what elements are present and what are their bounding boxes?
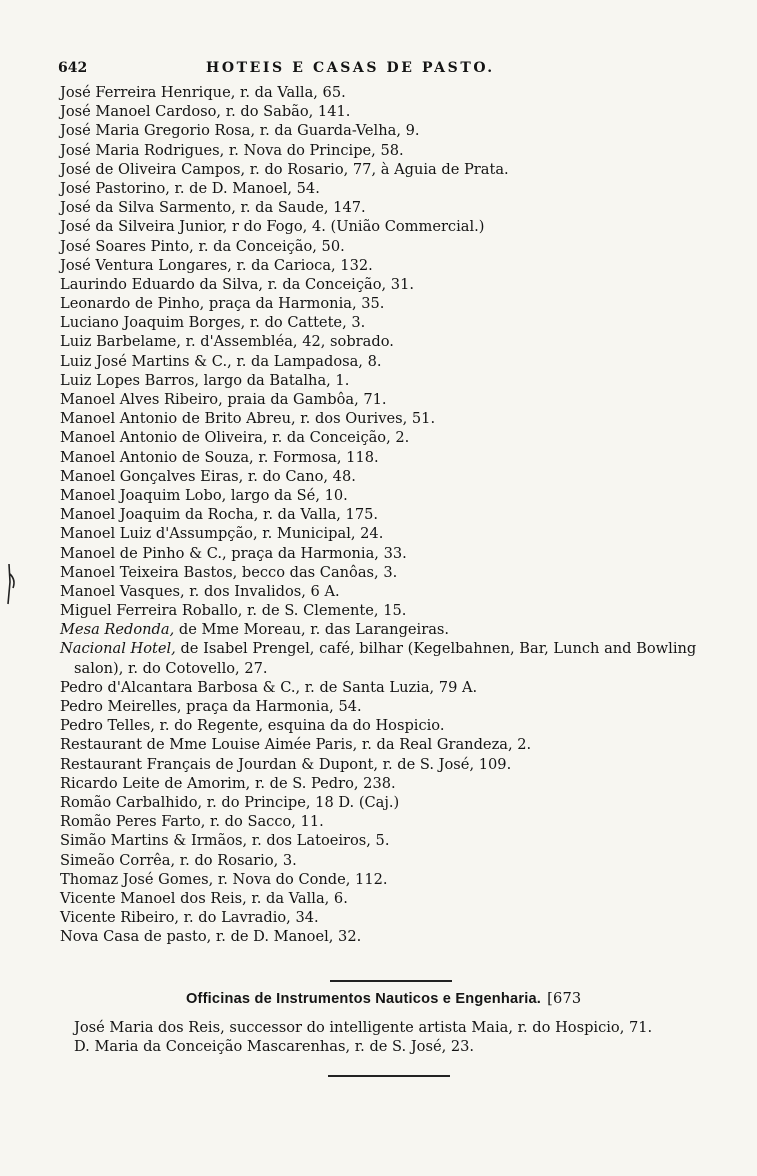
listing-entry (60, 774, 720, 793)
entry-name: Pedro Telles (60, 717, 151, 735)
listing-entry (74, 1018, 652, 1037)
listing-entry (60, 390, 720, 409)
listing-entry (60, 793, 720, 812)
entry-address: , r. da Saude, 147. (231, 199, 366, 217)
entry-address: , r. da Guarda-Velha, 9. (250, 122, 420, 140)
listing-entry (60, 505, 720, 524)
entry-name: Ricardo Leite de Amorim (60, 774, 246, 792)
entry-name: Thomaz José Gomes (60, 870, 209, 888)
entry-address: , r. de S. Pedro, 238. (245, 774, 396, 792)
entry-name: José Maria dos Reis (74, 1019, 221, 1036)
entry-name: Manoel Alves Ribeiro (60, 391, 219, 408)
entry-name: José de Oliveira Campos (60, 160, 241, 178)
entry-name: Luiz Lopes Barros (60, 371, 195, 389)
margin-bracket-mark (4, 562, 20, 606)
listing-entry (60, 198, 720, 217)
entry-address: , becco das Canôas, 3. (232, 563, 398, 581)
listing-entry (60, 639, 720, 677)
listing-entry (60, 716, 720, 735)
entry-name: Nova Casa de pasto (60, 928, 207, 946)
listing-entry (60, 217, 720, 236)
entry-name: José Ventura Longares (60, 256, 228, 274)
listing-entry (60, 812, 720, 831)
listing-entry (60, 601, 720, 620)
entry-address: , r. da Conceição, 2. (263, 429, 410, 447)
entry-address: , r. Nova do Principe, 58. (219, 141, 404, 159)
entry-address: , r. dos Latoeiros, 5. (242, 832, 390, 850)
listing-entry (60, 83, 720, 102)
entry-name: Mesa Redonda, (60, 621, 175, 639)
entry-address: , r. da Conceição, 50. (189, 237, 345, 255)
entry-name: Manoel Joaquim Lobo (60, 486, 222, 504)
entry-address: , r. da Valla, 175. (253, 506, 379, 524)
listing-entry (60, 735, 720, 754)
entry-address: , r. da Valla, 65. (230, 84, 346, 101)
section-rule-bottom (328, 1075, 450, 1077)
entry-address: de Mme Moreau, r. das Larangeiras. (174, 621, 450, 639)
listing-entry (60, 467, 720, 486)
listing-entry (60, 332, 720, 351)
instrument-makers-listing (74, 1018, 652, 1056)
entry-name: Manoel Teixeira Bastos (60, 563, 233, 581)
entry-name: Manoel Joaquim da Rocha (60, 506, 254, 524)
entry-address: , r. da Carioca, 132. (227, 256, 373, 274)
listing-entry (60, 141, 720, 160)
section-rule-top (330, 980, 452, 982)
entry-name: Luciano Joaquim Borges (60, 314, 241, 332)
entry-address: de Isabel Prengel, café, bilhar (Kegelbahnen, Bar, Lunch and Bowling salon), r. do Cotovello, 27. (74, 640, 697, 677)
entry-address: , r. do Sabão, 141. (216, 103, 351, 121)
entry-address: , r. do Cano, 48. (238, 467, 356, 485)
listing-entry (60, 524, 720, 543)
listing-entry (60, 428, 720, 447)
listing-entry (60, 275, 720, 294)
entry-address: , r. do Cattete, 3. (240, 314, 366, 332)
entry-address: , r. do Principe, 18 D. (Caj.) (197, 793, 400, 811)
listing-entry (60, 102, 720, 121)
entry-address: , r. de S. José, 109. (373, 755, 512, 773)
listing-entry (74, 1037, 652, 1056)
listing-entry (60, 544, 720, 563)
entry-name: Romão Peres Farto (60, 813, 201, 831)
entry-address: , r. do Rosario, 3. (170, 851, 297, 869)
entry-address: , r. de Santa Luzia, 79 A. (295, 678, 478, 696)
entry-address: , largo da Sé, 10. (221, 486, 348, 504)
entry-name: José Maria Gregorio Rosa (60, 122, 251, 140)
listing-entry (60, 870, 720, 889)
listing-entry (60, 755, 720, 774)
entry-address: , r. da Valla, 6. (242, 889, 348, 907)
listing-entry (60, 409, 720, 428)
page-header (58, 60, 528, 82)
entry-address: , r. d'Assembléa, 42, sobrado. (176, 333, 394, 351)
entry-name: Luiz Barbelame (60, 333, 177, 351)
entry-name: José Manoel Cardoso (60, 103, 217, 121)
listing-entry (60, 582, 720, 601)
page-number: 642 (58, 60, 88, 76)
listing-entry (60, 313, 720, 332)
entry-address: , r. do Regente, esquina da do Hospicio. (150, 717, 445, 735)
entry-name: Miguel Ferreira Roballo (60, 602, 238, 620)
listing-entry (60, 831, 720, 850)
entry-name: D. Maria da Conceição Mascarenhas (74, 1038, 346, 1056)
entry-address: , r. dos Invalidos, 6 A. (180, 582, 340, 600)
entry-name: Manoel Antonio de Oliveira (60, 429, 263, 447)
entry-name: José Soares Pinto (60, 237, 190, 255)
section-code: [673 (547, 990, 582, 1007)
entry-address: , largo da Batalha, 1. (194, 371, 350, 389)
entry-address: , praça da Harmonia, 33. (222, 544, 407, 562)
entry-name: José da Silveira Junior (60, 218, 223, 236)
running-title: HOTEIS E CASAS DE PASTO. (206, 60, 495, 76)
entry-address: , r. da Real Grandeza, 2. (352, 736, 532, 754)
listing-entry (60, 256, 720, 275)
entry-address: , r. do Lavradio, 34. (174, 909, 319, 927)
entry-name: Restaurant Français de Jourdan & Dupont (60, 755, 374, 773)
entry-name: Nacional Hotel, (60, 640, 176, 658)
entry-name: Vicente Ribeiro (60, 909, 175, 927)
listing-entry (60, 294, 720, 313)
entry-address: , r. Municipal, 24. (252, 525, 384, 543)
entry-address: , r. do Rosario, 77, à Aguia de Prata. (240, 160, 509, 178)
entry-name: Pedro d'Alcantara Barbosa & C. (60, 678, 296, 696)
entry-address: , r. da Lampadosa, 8. (227, 352, 382, 370)
entry-name: Leonardo de Pinho (60, 295, 200, 313)
entry-address: , r. de D. Manoel, 32. (206, 928, 362, 946)
entry-address: , successor do intelligente artista Maia, r. do Hospicio, 71. (220, 1019, 653, 1036)
entry-name: Manoel Antonio de Souza (60, 448, 250, 466)
entry-address: , r. dos Ourives, 51. (291, 410, 436, 428)
entry-name: José Maria Rodrigues (60, 141, 220, 159)
entry-name: José Pastorino (60, 179, 166, 197)
entry-name: Pedro Meirelles (60, 698, 177, 716)
entry-name: Manoel Vasques (60, 582, 181, 600)
listing-entry (60, 237, 720, 256)
entry-address: , r. de D. Manoel, 54. (165, 179, 320, 197)
entry-address: , praia da Gambôa, 71. (218, 391, 387, 408)
entry-address: , r. da Conceição, 31. (258, 275, 414, 293)
listing-entry (60, 371, 720, 390)
section-heading (186, 990, 581, 1007)
entry-name: José da Silva Sarmento (60, 199, 232, 217)
listing-entry (60, 889, 720, 908)
entry-address: , r. de S. José, 23. (345, 1038, 475, 1056)
entry-name: Manoel Antonio de Brito Abreu (60, 410, 292, 428)
listing-entry (60, 486, 720, 505)
entry-name: Vicente Manoel dos Reis (60, 889, 243, 907)
entry-name: Laurindo Eduardo da Silva (60, 275, 259, 293)
listing-entry (60, 678, 720, 697)
entry-address: , r. de S. Clemente, 15. (237, 602, 407, 620)
entry-address: , r. Nova do Conde, 112. (208, 870, 388, 888)
entry-name: Manoel de Pinho & C. (60, 544, 223, 562)
entry-name: Romão Carbalhido (60, 793, 198, 811)
listing-entry (60, 179, 720, 198)
hotel-listing (60, 83, 720, 946)
listing-entry (60, 563, 720, 582)
entry-name: Manoel Luiz d'Assumpção (60, 525, 253, 543)
listing-entry (60, 160, 720, 179)
entry-address: , r. Formosa, 118. (249, 448, 379, 466)
entry-name: Restaurant de Mme Louise Aimée Paris (60, 736, 353, 754)
listing-entry (60, 448, 720, 467)
listing-entry (60, 697, 720, 716)
entry-name: Manoel Gonçalves Eiras (60, 467, 239, 485)
entry-address: , praça da Harmonia, 54. (176, 698, 362, 716)
entry-name: Simeão Corrêa (60, 851, 171, 869)
listing-entry (60, 620, 720, 639)
listing-entry (60, 927, 720, 946)
entry-name: José Ferreira Henrique (60, 84, 231, 101)
entry-name: Luiz José Martins & C. (60, 352, 228, 370)
listing-entry (60, 121, 720, 140)
section-title: Officinas de Instrumentos Nauticos e Engenharia. (186, 991, 542, 1007)
listing-entry (60, 851, 720, 870)
entry-address: , r. do Sacco, 11. (200, 813, 324, 831)
entry-address: , praça da Harmonia, 35. (199, 295, 385, 313)
listing-entry (60, 908, 720, 927)
entry-address: , r do Fogo, 4. (União Commercial.) (222, 218, 485, 236)
entry-name: Simão Martins & Irmãos (60, 832, 243, 850)
listing-entry (60, 352, 720, 371)
